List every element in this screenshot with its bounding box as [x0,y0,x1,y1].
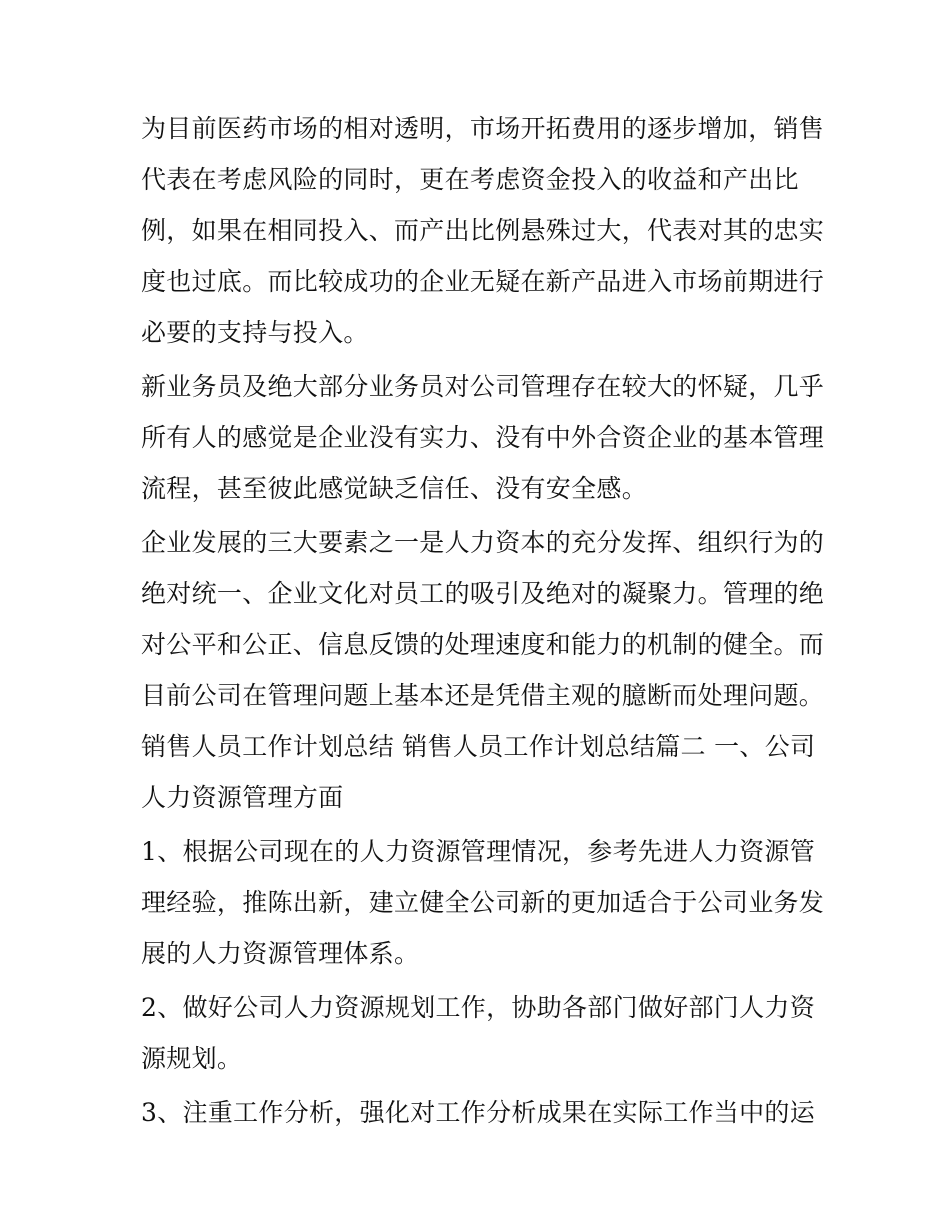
text-line: 对公平和公正、信息反馈的处理速度和能力的机制的健全。而 [141,630,825,659]
text-line: 2、做好公司人力资源规划工作，协助各部门做好部门人力资 [141,993,816,1022]
section-heading-paragraph [141,721,816,823]
text-line: 展的人力资源管理体系。 [141,939,420,968]
text-line: 销售人员工作计划总结 销售人员工作计划总结篇二 一、公司 [141,732,816,761]
paragraph-3 [141,517,825,721]
text-line: 为目前医药市场的相对透明，市场开拓费用的逐步增加，销售 [141,114,825,143]
list-item-3 [141,1087,816,1138]
text-line: 企业发展的三大要素之一是人力资本的充分发挥、组织行为的 [141,528,825,557]
list-item-1 [141,826,825,979]
text-line: 目前公司在管理问题上基本还是凭借主观的臆断而处理问题。 [141,681,825,710]
text-line: 度也过底。而比较成功的企业无疑在新产品进入市场前期进行 [141,267,825,296]
text-line: 理经验，推陈出新，建立健全公司新的更加适合于公司业务发 [141,888,825,917]
text-line: 3、注重工作分析，强化对工作分析成果在实际工作当中的运 [141,1098,816,1127]
paragraph-2 [141,361,825,514]
text-line: 例，如果在相同投入、而产出比例悬殊过大，代表对其的忠实 [141,216,825,245]
text-line: 绝对统一、企业文化对员工的吸引及绝对的凝聚力。管理的绝 [141,579,825,608]
text-line: 1、根据公司现在的人力资源管理情况，参考先进人力资源管 [141,837,816,866]
text-line: 源规划。 [141,1044,243,1073]
text-line: 流程，甚至彼此感觉缺乏信任、没有安全感。 [141,474,648,503]
paragraph-1 [141,103,825,358]
text-line: 代表在考虑风险的同时，更在考虑资金投入的收益和产出比 [141,165,799,194]
text-line: 新业务员及绝大部分业务员对公司管理存在较大的怀疑，几乎 [141,372,825,401]
text-line: 人力资源管理方面 [141,783,344,812]
text-line: 所有人的感觉是企业没有实力、没有中外合资企业的基本管理 [141,423,825,452]
text-line: 必要的支持与投入。 [141,318,369,347]
document-body [141,103,825,1138]
list-item-2 [141,982,816,1084]
